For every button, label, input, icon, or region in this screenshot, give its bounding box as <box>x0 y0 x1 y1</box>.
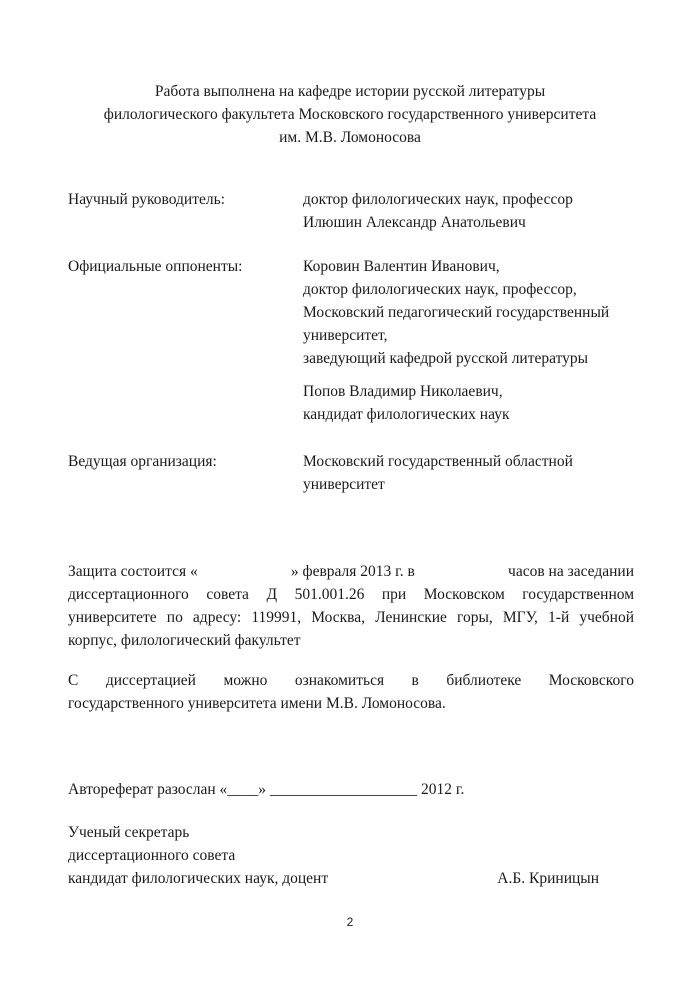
secretary-name: А.Б. Криницын <box>497 870 599 887</box>
secretary-signature <box>68 821 634 890</box>
opponent-1-position: заведующий кафедрой русской литературы <box>303 350 589 367</box>
opponent-2-info <box>303 380 643 426</box>
library-paragraph <box>68 669 634 715</box>
institution-header <box>40 80 660 149</box>
supervisor-label: Научный руководитель: <box>68 191 225 208</box>
page-number: 2 <box>346 915 354 929</box>
library-line-1: С диссертацией можно ознакомиться в библиотеке Московского <box>68 672 634 689</box>
library-line-2: государственного университета имени М.В. Ломоносова. <box>68 695 446 712</box>
opponent-1-university-cont: университет, <box>303 327 388 344</box>
opponent-1-name: Коровин Валентин Иванович, <box>303 258 500 275</box>
secretary-title: Ученый секретарь <box>68 824 190 841</box>
defense-line-1-part-b: » февраля 2013 г. в <box>290 563 415 580</box>
lead-org-name-cont: университет <box>303 476 385 493</box>
opponent-1-degree: доктор филологических наук, профессор, <box>303 281 577 298</box>
supervisor-name: Илюшин Александр Анатольевич <box>303 214 526 231</box>
opponents-label: Официальные оппоненты: <box>68 258 243 275</box>
defense-line-2: диссертационного совета Д 501.001.26 при Московском государственном <box>68 586 634 603</box>
opponent-2-name: Попов Владимир Николаевич, <box>303 383 503 400</box>
supervisor-degree: доктор филологических наук, профессор <box>303 191 573 208</box>
opponent-1-info <box>303 255 643 370</box>
defense-paragraph <box>68 560 634 652</box>
header-line-3: им. М.В. Ломоносова <box>279 129 421 146</box>
defense-line-3: университете по адресу: 119991, Москва, Ленинские горы, МГУ, 1-й учебной <box>68 609 634 626</box>
lead-org-info <box>303 450 643 496</box>
opponent-1-university: Московский педагогический государственный <box>303 304 610 321</box>
secretary-degree-row <box>68 867 634 890</box>
opponent-2-degree: кандидат филологических наук <box>303 406 510 423</box>
abstract-mailed-line: Автореферат разослан «____» ___________________ 2012 г. <box>68 781 465 798</box>
lead-org-label: Ведущая организация: <box>68 453 217 470</box>
defense-line-4: корпус, филологический факультет <box>68 632 301 649</box>
header-line-1: Работа выполнена на кафедре истории русской литературы <box>154 83 546 100</box>
defense-line-1-part-a: Защита состоится « <box>68 563 198 580</box>
secretary-council: диссертационного совета <box>68 847 236 864</box>
defense-line-1 <box>68 560 634 583</box>
lead-org-name: Московский государственный областной <box>303 453 573 470</box>
secretary-degree: кандидат филологических наук, доцент <box>68 870 329 887</box>
supervisor-info <box>303 188 643 234</box>
header-line-2: филологического факультета Московского государственного университета <box>103 106 597 123</box>
defense-line-1-part-c: часов на заседании <box>508 563 634 580</box>
